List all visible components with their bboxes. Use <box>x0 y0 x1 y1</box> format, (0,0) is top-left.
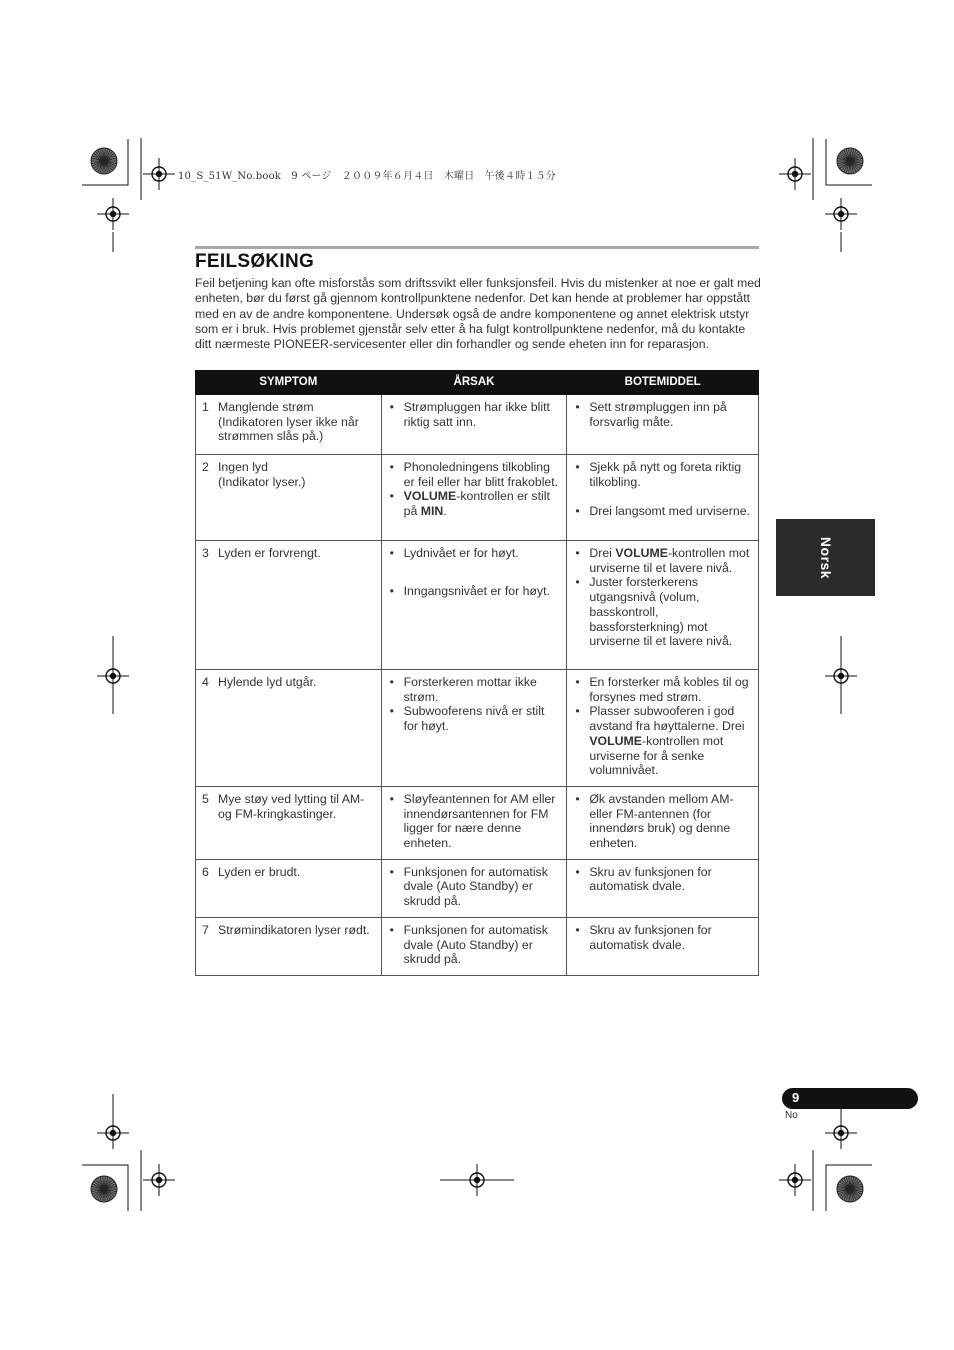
symptom-text <box>218 400 375 444</box>
cause-cell <box>381 395 567 455</box>
cause-text: Phonoledningens tilkobling er feil eller har blitt frakoblet. <box>403 460 559 489</box>
table-header-row <box>196 371 759 395</box>
intro-line: forhandler og sende eheten inn for reparasjon. <box>456 337 710 352</box>
remedy-item <box>573 675 752 704</box>
cause-text: . <box>443 504 447 519</box>
remedy-text: Drei langsomt med urviserne. <box>589 504 750 519</box>
symptom-line: Ingen lyd <box>218 460 268 474</box>
remedy-list <box>573 923 752 952</box>
intro-line: galt med enheten, bør du først gå gjennom kontrollpunktene nedenfor. Det kan hende at <box>195 276 761 306</box>
symptom-text <box>218 865 375 880</box>
cause-cell <box>381 670 567 787</box>
registration-sunburst <box>847 158 853 164</box>
remedy-cell <box>567 859 759 917</box>
remedy-text: Sjekk på nytt og foreta riktig tilkobling. <box>589 460 742 489</box>
registration-target <box>156 171 162 177</box>
intro-line: Feil betjening kan ofte misforstås som driftssvikt eller funksjonsfeil. Hvis du mistenker at noe er <box>195 276 711 290</box>
registration-target <box>838 211 844 217</box>
table-row <box>196 455 759 541</box>
row-number: 2 <box>202 460 209 474</box>
symptom-line: Mye støy ved lytting til AM- og FM-kringkastinger. <box>218 791 365 821</box>
row-number: 3 <box>202 546 209 560</box>
remedy-list <box>573 675 752 778</box>
symptom-text <box>218 792 375 821</box>
cause-item <box>388 584 561 599</box>
cause-text: Lydnivået er for høyt. <box>403 546 519 560</box>
symptom-line: Lyden er forvrengt. <box>218 546 321 560</box>
troubleshooting-table <box>195 370 759 976</box>
page-title: FEILSØKING <box>195 251 315 272</box>
symptom-line: Strømindikatoren lyser rødt. <box>218 922 370 937</box>
row-number: 5 <box>202 791 209 806</box>
cause-text: Strømpluggen har ikke blitt riktig satt inn. <box>403 400 550 429</box>
cause-cell <box>381 917 567 975</box>
remedy-cell <box>567 541 759 670</box>
cause-item <box>388 792 561 851</box>
remedy-list <box>573 546 752 649</box>
remedy-item <box>573 923 752 952</box>
remedy-item <box>573 865 752 894</box>
remedy-list <box>573 460 752 519</box>
intro-paragraph <box>195 276 761 352</box>
control-name: MIN <box>420 504 444 519</box>
cause-list <box>388 546 561 598</box>
symptom-cell <box>196 859 382 917</box>
cause-item <box>388 460 561 489</box>
remedy-item <box>573 460 752 489</box>
remedy-text: En forsterker må kobles til og forsynes med strøm. <box>589 675 749 704</box>
remedy-text: Plasser subwooferen i god avstand fra høyttalerne. Drei <box>589 704 745 734</box>
registration-target <box>110 673 116 679</box>
registration-target <box>110 211 116 217</box>
symptom-cell <box>196 917 382 975</box>
cause-cell <box>381 859 567 917</box>
remedy-text: Juster forsterkerens utgangsnivå (volum, basskontroll, bassforsterkning) mot urviserne til et lavere nivå. <box>589 575 733 649</box>
section-rule <box>195 246 759 249</box>
remedy-list <box>573 865 752 894</box>
remedy-item <box>573 400 752 429</box>
symptom-line: (Indikator lyser.) <box>218 474 306 489</box>
print-header-line: 10_S_51W_No.book 9 ページ ２００９年６月４日 木曜日 午後４時１５分 <box>178 171 556 182</box>
symptom-cell <box>196 786 382 859</box>
remedy-item <box>573 504 752 519</box>
cause-text: Funksjonen for automatisk dvale (Auto Standby) er skrudd på. <box>403 864 548 909</box>
table-row <box>196 786 759 859</box>
row-number: 6 <box>202 864 209 879</box>
symptom-text <box>218 675 375 690</box>
registration-target <box>792 1177 798 1183</box>
language-side-tab <box>776 519 875 596</box>
registration-target <box>110 1130 116 1136</box>
cause-list <box>388 792 561 851</box>
remedy-list <box>573 400 752 429</box>
column-header-cause: ÅRSAK <box>381 371 567 395</box>
registration-target <box>792 171 798 177</box>
row-number: 1 <box>202 400 209 414</box>
cause-list <box>388 865 561 909</box>
remedy-text: Sett strømpluggen inn på forsvarlig måte. <box>589 400 727 429</box>
registration-sunburst <box>847 1186 853 1192</box>
symptom-line: Lyden er brudt. <box>218 864 301 879</box>
remedy-text: Skru av funksjonen for automatisk dvale. <box>589 864 712 894</box>
cause-item <box>388 489 561 518</box>
control-name: VOLUME <box>615 546 668 560</box>
registration-target <box>156 1177 162 1183</box>
remedy-item <box>573 575 752 649</box>
control-name: VOLUME <box>589 733 642 748</box>
cause-text: Sløyfeantennen for AM eller innendørsantennen for FM ligger for nære denne enheten. <box>403 791 556 851</box>
symptom-text <box>218 923 375 938</box>
symptom-text <box>218 460 375 489</box>
language-side-tab-label: Norsk <box>817 536 834 579</box>
row-number: 7 <box>202 922 209 937</box>
cause-list <box>388 460 561 519</box>
cause-cell <box>381 786 567 859</box>
intro-line: problemer har oppstått med en av de andre komponentene. Undersøk også de andre <box>195 291 751 321</box>
registration-sunburst <box>101 158 107 164</box>
registration-target <box>838 673 844 679</box>
remedy-cell <box>567 395 759 455</box>
intro-line: fulgt kontrollpunktene nedenfor, må du kontakte ditt nærmeste PIONEER-servicesenter eller din <box>195 321 746 352</box>
table-row <box>196 395 759 455</box>
cause-list <box>388 923 561 967</box>
remedy-text: Drei <box>589 546 616 560</box>
row-number: 4 <box>202 675 209 689</box>
cause-text: Forsterkeren mottar ikke strøm. <box>403 675 537 704</box>
symptom-line: Manglende strøm <box>218 400 314 414</box>
cause-cell <box>381 455 567 541</box>
remedy-text: Øk avstanden mellom AM- eller FM-antennen (for innendørs bruk) og denne enheten. <box>589 791 734 851</box>
cause-item <box>388 923 561 967</box>
symptom-text <box>218 546 375 561</box>
table-row <box>196 917 759 975</box>
symptom-cell <box>196 395 382 455</box>
remedy-cell <box>567 670 759 787</box>
cause-text: Inngangsnivået er for høyt. <box>403 583 550 598</box>
cause-item <box>388 704 561 733</box>
remedy-item <box>573 546 752 575</box>
symptom-line: (Indikatoren lyser ikke når strømmen slås på.) <box>218 414 359 444</box>
remedy-cell <box>567 786 759 859</box>
cause-text: Funksjonen for automatisk dvale (Auto Standby) er skrudd på. <box>403 922 548 967</box>
cause-list <box>388 400 561 429</box>
table-row <box>196 670 759 787</box>
remedy-item <box>573 792 752 851</box>
column-header-remedy: BOTEMIDDEL <box>567 371 759 395</box>
cause-item <box>388 400 561 429</box>
registration-sunburst <box>101 1186 107 1192</box>
cause-list <box>388 675 561 734</box>
intro-line: komponentene og annet elektrisk utstyr som er i bruk. Hvis problemet gjenstår selv etter å ha <box>195 306 750 336</box>
symptom-line: Hylende lyd utgår. <box>218 675 317 689</box>
table-body <box>196 395 759 976</box>
cause-item <box>388 546 561 561</box>
table-row <box>196 541 759 670</box>
cause-item <box>388 675 561 704</box>
remedy-cell <box>567 455 759 541</box>
table-row <box>196 859 759 917</box>
remedy-item <box>573 704 752 778</box>
cause-text: Subwooferens nivå er stilt for høyt. <box>403 704 545 734</box>
remedy-text: -kontrollen mot urviserne til et lavere nivå. <box>589 546 750 575</box>
cause-item <box>388 865 561 909</box>
page-number: 9 <box>792 1090 800 1105</box>
remedy-text: -kontrollen mot urviserne for å senke volumnivået. <box>589 733 724 778</box>
column-header-symptom: SYMPTOM <box>196 371 382 395</box>
cause-cell <box>381 541 567 670</box>
cause-text: -kontrollen er stilt på <box>403 489 550 519</box>
remedy-cell <box>567 917 759 975</box>
symptom-cell <box>196 670 382 787</box>
control-name: VOLUME <box>403 489 457 504</box>
symptom-cell <box>196 541 382 670</box>
page-language-code: No <box>785 1110 798 1121</box>
page-number-badge <box>782 1088 918 1109</box>
remedy-text: Skru av funksjonen for automatisk dvale. <box>589 922 712 952</box>
symptom-cell <box>196 455 382 541</box>
registration-target <box>838 1130 844 1136</box>
remedy-list <box>573 792 752 851</box>
